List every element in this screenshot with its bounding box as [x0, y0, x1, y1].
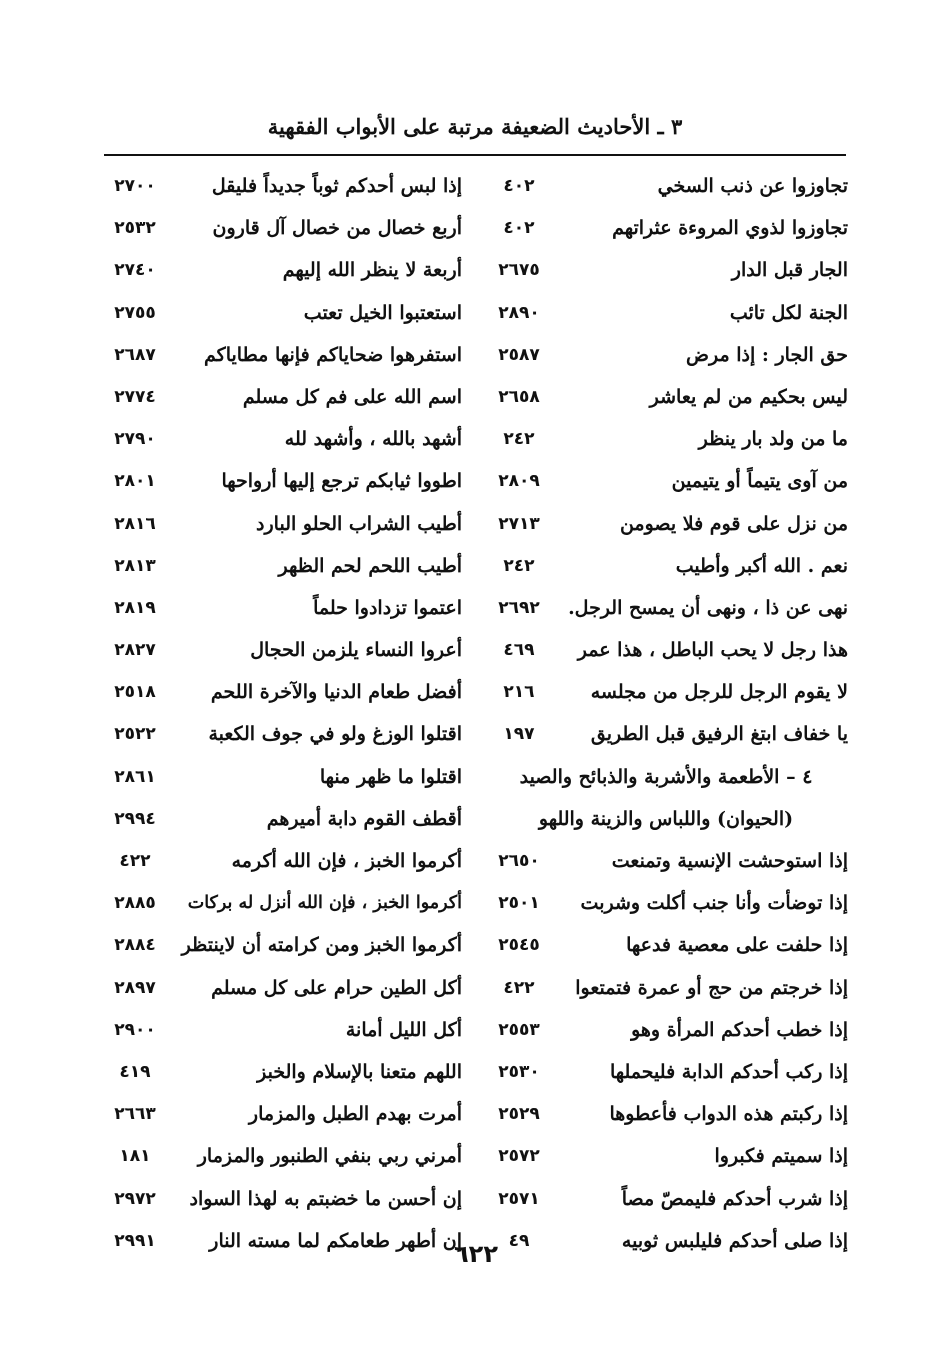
hadith-number: ٢٩٧٢: [114, 1188, 156, 1209]
hadith-number: ٢٦٨٧: [114, 344, 156, 365]
hadith-text: تجاوزوا لذوي المروءة عثراتهم: [612, 217, 848, 240]
hadith-text: ما من ولد بار ينظر: [698, 428, 848, 451]
index-entry: [484, 423, 848, 465]
hadith-number: ٤١٩: [119, 1061, 151, 1082]
hadith-text: هذا رجل لا يحب الباطل ، هذا عمر: [577, 639, 848, 662]
index-entry: [484, 297, 848, 339]
index-entry: [100, 845, 462, 887]
index-entry: [100, 761, 462, 803]
index-entry: [484, 929, 848, 971]
hadith-text: نعم . الله أكبر وأطيب: [675, 554, 848, 577]
index-entry: [100, 1056, 462, 1098]
hadith-text: إذا حلفت على معصية فدعها: [626, 934, 848, 957]
hadith-text: من نزل على قوم فلا يصومن: [619, 512, 848, 535]
hadith-text: إذا خطب أحدكم المرأة وهو: [631, 1018, 848, 1041]
index-entry: [100, 339, 462, 381]
hadith-text: من آوى يتيماً أو يتيمين: [671, 470, 848, 493]
hadith-text: نهى عن ذا ، ونهى أن يمسح الرجل.: [568, 596, 848, 619]
hadith-text: إذا صلى أحدكم فليلبس ثوبيه: [621, 1229, 848, 1252]
hadith-text: أفضل طعام الدنيا والآخرة اللحم: [210, 681, 462, 704]
hadith-number: ٢٥٣٠: [498, 1061, 540, 1082]
index-entry: [484, 339, 848, 381]
hadith-number: ٢٦٥٨: [498, 386, 540, 407]
hadith-text: إن أطهر طعامكم لما مسته النار: [209, 1229, 462, 1252]
index-entry: [484, 170, 848, 212]
hadith-text: اللهم متعنا بالإسلام والخبز: [257, 1060, 462, 1083]
index-entry: [484, 887, 848, 929]
index-entry: [100, 972, 462, 1014]
hadith-number: ٢٨٩٧: [114, 977, 156, 998]
hadith-text: اطووا ثيابكم ترجع إليها أرواحها: [221, 470, 462, 493]
hadith-number: ٢٩٩٤: [114, 808, 156, 829]
hadith-text: حق الجار : إذا مرض: [685, 343, 848, 366]
hadith-number: ٢٥٢٢: [114, 724, 156, 745]
hadith-text: أقطف القوم دابة أميرهم: [266, 807, 462, 830]
hadith-number: ٢٥٤٥: [498, 935, 540, 956]
hadith-number: ٢٦٧٥: [498, 260, 540, 281]
index-entry: [100, 423, 462, 465]
index-entry: [100, 1225, 462, 1267]
section-heading: [484, 761, 848, 803]
right-column-index: [484, 170, 848, 1267]
hadith-text: ليس بحكيم من لم يعاشر: [649, 385, 848, 408]
hadith-number: ٢٨٩٠: [498, 302, 540, 323]
index-entry: [100, 929, 462, 971]
hadith-number: ٢٧١٣: [498, 513, 540, 534]
index-entry: [484, 972, 848, 1014]
index-entry: [484, 254, 848, 296]
page-number: ٦٢٢: [454, 1240, 498, 1268]
hadith-number: ٢٥٠١: [498, 893, 540, 914]
index-entry: [100, 676, 462, 718]
hadith-text: إذا ركبتم هذه الدواب فأعطوها: [609, 1103, 848, 1126]
index-entry: [484, 1056, 848, 1098]
index-entry: [484, 1014, 848, 1056]
index-entry: [484, 1140, 848, 1182]
index-entry: [484, 1225, 848, 1267]
hadith-number: ٢٧٩٠: [114, 429, 156, 450]
hadith-text: أكرموا الخبز ، فإن الله أنزل له بركات: [187, 893, 462, 914]
hadith-number: ٢٦٥٠: [498, 851, 540, 871]
hadith-text: أمرت بهدم الطبل والمزمار: [248, 1103, 462, 1126]
section-heading: [484, 803, 848, 845]
index-entry: [484, 1183, 848, 1225]
hadith-number: ٤٩: [508, 1230, 530, 1251]
hadith-text: استعتبوا الخيل تعتب: [303, 301, 462, 324]
hadith-text: أشهد بالله ، وأشهد لله: [284, 428, 462, 451]
hadith-text: اسم الله على فم كل مسلم: [242, 385, 462, 408]
section-heading-text: (الحيوان) واللباس والزينة واللهو: [538, 807, 794, 830]
hadith-text: إذا خرجتم من حج أو عمرة فتمتعوا: [575, 976, 848, 999]
index-entry: [100, 887, 462, 929]
index-entry: [484, 550, 848, 592]
index-entry: [100, 550, 462, 592]
hadith-text: أربعة لا ينظر الله إليهم: [282, 259, 462, 282]
index-entry: [484, 508, 848, 550]
hadith-number: ٢٥٨٧: [498, 344, 540, 365]
index-entry: [100, 1098, 462, 1140]
index-entry: [484, 212, 848, 254]
hadith-number: ٢٨٨٥: [114, 893, 156, 914]
index-entry: [484, 845, 848, 887]
hadith-text: أكرموا الخبز ومن كرامته أن لاينتظر: [181, 934, 462, 957]
hadith-text: تجاوزوا عن ذنب السخي: [657, 175, 848, 197]
hadith-text: أكل الليل أمانة: [345, 1018, 462, 1041]
hadith-number: ٤٦٩: [503, 640, 535, 661]
hadith-number: ٢٨١٣: [114, 555, 156, 576]
hadith-text: الجار قبل الدار: [731, 259, 848, 282]
index-entry: [100, 592, 462, 634]
hadith-text: أطيب اللحم لحم الظهر: [278, 554, 462, 577]
index-entry: [100, 465, 462, 507]
hadith-text: أعروا النساء يلزمن الحجال: [250, 639, 462, 662]
section-heading-text: ٤ – الأطعمة والأشربة والذبائح والصيد: [519, 765, 813, 788]
index-entry: [100, 1140, 462, 1182]
index-entry: [100, 803, 462, 845]
hadith-number: ٢٨١٩: [114, 597, 156, 618]
hadith-text: استفرهوا ضحاياكم فإنها مطاياكم: [204, 343, 462, 366]
index-entry: [100, 634, 462, 676]
hadith-number: ٢٨٠١: [114, 471, 156, 492]
hadith-number: ١٩٧: [503, 724, 535, 745]
page-header-title: ٣ ـ الأحاديث الضعيفة مرتبة على الأبواب الفقهية: [267, 114, 683, 139]
hadith-number: ٢٧٥٥: [114, 302, 156, 323]
hadith-text: إذا لبس أحدكم ثوباً جديداً فليقل: [211, 175, 462, 197]
hadith-number: ٢٨٢٧: [114, 640, 156, 661]
index-entry: [484, 381, 848, 423]
hadith-text: أكل الطين حرام على كل مسلم: [211, 976, 462, 999]
hadith-number: ٢٧٠٠: [114, 176, 156, 196]
hadith-number: ٢٥٥٣: [498, 1019, 540, 1040]
hadith-number: ٢٨٦١: [114, 766, 156, 787]
hadith-number: ٢٧٧٤: [114, 386, 156, 407]
hadith-number: ٢٥١٨: [114, 682, 156, 703]
hadith-number: ١٨١: [119, 1146, 151, 1167]
hadith-text: إذا ركب أحدكم الدابة فليحملها: [609, 1060, 848, 1083]
hadith-text: يا خفاف ابتغ الرفيق قبل الطريق: [590, 723, 848, 746]
hadith-text: أطيب الشراب الحلو البارد: [256, 512, 462, 535]
hadith-text: إن أحسن ما خضبتم به لهذا السواد: [189, 1187, 462, 1210]
hadith-number: ٤٢٢: [503, 977, 535, 998]
hadith-number: ٢٩٩١: [114, 1230, 156, 1251]
index-entry: [484, 1098, 848, 1140]
index-entry: [100, 718, 462, 760]
index-entry: [100, 254, 462, 296]
hadith-text: أربع خصال من خصال آل قارون: [212, 217, 462, 240]
index-entry: [100, 381, 462, 423]
hadith-number: ٤٠٢: [503, 176, 535, 196]
hadith-text: اقتلوا الوزغ ولو في جوف الكعبة: [208, 723, 462, 746]
hadith-number: ٤٢٢: [119, 851, 151, 871]
left-column-index: [100, 170, 462, 1267]
hadith-text: اقتلوا ما ظهر منها: [319, 765, 462, 788]
index-entry: [100, 170, 462, 212]
hadith-text: أمرني ربي بنفي الطنبور والمزمار: [197, 1145, 462, 1168]
hadith-number: ٢٥٧٢: [498, 1146, 540, 1167]
index-entry: [100, 212, 462, 254]
hadith-number: ٢٥٣٢: [114, 218, 156, 239]
hadith-number: ٢٤٢: [503, 429, 535, 450]
hadith-number: ٢٨٠٩: [498, 471, 540, 492]
index-entry: [484, 465, 848, 507]
hadith-number: ٤٠٢: [503, 218, 535, 239]
hadith-number: ٢٩٠٠: [114, 1019, 156, 1040]
index-entry: [100, 1183, 462, 1225]
hadith-text: أكرموا الخبز ، فإن الله أكرمه: [231, 850, 462, 872]
hadith-text: إذا توضأت وأنا جنب أكلت وشربت: [580, 892, 848, 915]
index-entry: [484, 718, 848, 760]
index-entry: [484, 634, 848, 676]
hadith-text: اعتموا تزدادوا حلماً: [313, 596, 462, 619]
hadith-number: ٢٨٨٤: [114, 935, 156, 956]
index-entry: [100, 508, 462, 550]
hadith-text: لا يقوم الرجل للرجل من مجلسه: [590, 681, 848, 704]
hadith-text: إذا استوحشت الإنسية وتمنعت: [611, 850, 848, 872]
index-entry: [100, 1014, 462, 1056]
hadith-number: ٢٨١٦: [114, 513, 156, 534]
hadith-number: ٢١٦: [503, 682, 535, 703]
index-entry: [484, 676, 848, 718]
header-rule: [104, 154, 846, 156]
hadith-number: ٢٥٧١: [498, 1188, 540, 1209]
hadith-number: ٢٤٢: [503, 555, 535, 576]
hadith-number: ٢٧٤٠: [114, 260, 156, 281]
hadith-number: ٢٦٩٢: [498, 597, 540, 618]
hadith-number: ٢٦٦٣: [114, 1104, 156, 1125]
hadith-number: ٢٥٢٩: [498, 1104, 540, 1125]
hadith-text: إذا سميتم فكبروا: [714, 1145, 848, 1168]
index-entry: [484, 592, 848, 634]
index-entry: [100, 297, 462, 339]
hadith-text: الجنة لكل تائب: [729, 301, 848, 324]
hadith-text: إذا شرب أحدكم فليمصّ مصاً: [621, 1187, 848, 1210]
